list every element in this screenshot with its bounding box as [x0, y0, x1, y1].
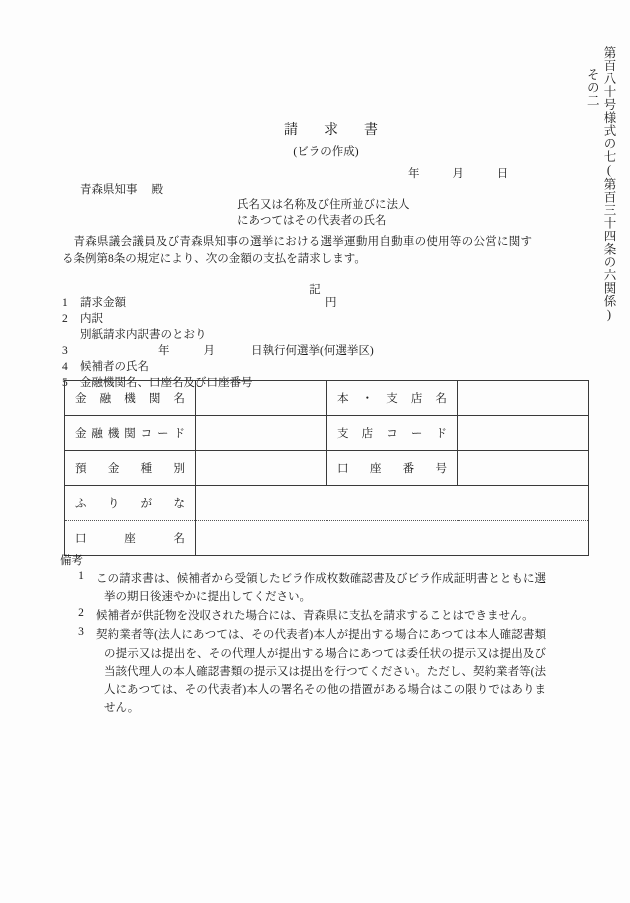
cell-label-deposit-type — [65, 451, 196, 486]
item-number: 5 — [62, 377, 68, 389]
cell-label-furigana — [65, 486, 196, 521]
note-text: 候補者が供託物を没収された場合には、青森県に支払を請求することはできません。 — [96, 610, 534, 623]
cell-value-branch-code[interactable] — [458, 416, 589, 451]
cell-label-bank-code — [65, 416, 196, 451]
note-number: 3 — [78, 626, 84, 639]
cell-value-furigana[interactable] — [196, 486, 589, 521]
bank-account-table — [64, 380, 589, 556]
item-subtext: 別紙請求内訳書のとおり — [80, 329, 207, 341]
cell-value-account-name[interactable] — [196, 521, 589, 556]
cell-label-bank-name — [65, 381, 196, 416]
cell-value-bank-code[interactable] — [196, 416, 327, 451]
election-date-rest: 日執行何選挙(何選挙区) — [251, 345, 374, 357]
cell-label-branch-name — [327, 381, 458, 416]
signer-block — [237, 197, 410, 230]
date-year-label: 年 — [408, 168, 421, 180]
date-month-label: 月 — [452, 168, 465, 180]
label-branch-code: 支 店 コ ー ド — [337, 428, 447, 440]
note-item — [60, 570, 546, 606]
item-number: 2 — [62, 313, 68, 325]
note-item — [60, 626, 546, 717]
notes-section — [60, 552, 546, 718]
document-title: 請求書 — [284, 123, 404, 138]
document-subtitle: (ビラの作成) — [293, 146, 359, 158]
label-account-name: 口 座 名 — [75, 533, 185, 545]
list-item — [62, 310, 532, 326]
cell-label-account-number — [327, 451, 458, 486]
item-label: 候補者の氏名 — [80, 361, 149, 373]
body-paragraph: 青森県議会議員及び青森県知事の選挙における選挙運動用自動車の使用等の公営に関する条例第8条の規定により、次の金額の支払を請求します。 — [62, 236, 532, 266]
note-text: この請求書は、候補者から受領したビラ作成枚数確認書及びビラ作成証明書とともに選挙の期日後速やかに提出してください。 — [96, 573, 546, 604]
numbered-items — [62, 294, 532, 390]
cell-value-account-number[interactable] — [458, 451, 589, 486]
label-bank-code: 金 融 機 関 コ ー ド — [75, 428, 185, 440]
table-row — [65, 486, 589, 521]
table-row — [65, 451, 589, 486]
label-deposit-type: 預 金 種 別 — [75, 463, 185, 475]
addressee — [80, 181, 163, 197]
election-month-label: 月 — [203, 345, 215, 357]
item-label — [80, 294, 532, 310]
form-number-label: 第百八十号様式の七(第百三十四条の六関係) — [602, 46, 616, 322]
table-row — [65, 381, 589, 416]
cell-value-bank-name[interactable] — [196, 381, 327, 416]
item-number: 1 — [62, 297, 68, 309]
date-day-label: 日 — [496, 168, 510, 180]
item-label-text: 請求金額 — [80, 297, 126, 309]
cell-label-branch-code — [327, 416, 458, 451]
item-number: 4 — [62, 361, 68, 373]
list-item — [62, 358, 532, 374]
label-account-number: 口 座 番 号 — [337, 463, 447, 475]
label-branch-name: 本 ・ 支 店 名 — [337, 393, 447, 405]
note-item — [60, 607, 546, 625]
item-label — [80, 342, 532, 358]
cell-value-branch-name[interactable] — [458, 381, 589, 416]
signer-line-2: にあつてはその代表者の氏名 — [237, 215, 387, 228]
label-bank-name: 金 融 機 関 名 — [75, 393, 185, 405]
election-year-label: 年 — [158, 345, 170, 357]
signer-line-1: 氏名又は名称及び住所並びに法人 — [237, 199, 410, 211]
ki-marker: 記 — [309, 284, 321, 296]
notes-label: 備考 — [60, 555, 83, 567]
item-label: 金融機関名、口座名及び口座番号 — [80, 377, 253, 389]
list-item — [62, 294, 532, 310]
addressee-name: 青森県知事 — [80, 184, 138, 196]
addressee-honorific: 殿 — [151, 184, 163, 196]
item-number: 3 — [62, 345, 68, 357]
date-line — [408, 165, 509, 181]
list-item — [62, 342, 532, 358]
cell-value-deposit-type[interactable] — [196, 451, 327, 486]
note-text: 契約業者等(法人にあつては、その代表者)本人が提出する場合にあつては本人確認書類の提示又は提出を、その代理人が提出する場合にあつては委任状の提示又は提出及び当該代理人の本人確認書類の提示又は提出を行つてください。ただし、契約業者等(法人にあつては、その代表者)本人の署名その他の措置がある場合はこの限りではありません。 — [96, 629, 546, 715]
item-label: 内訳 — [80, 313, 103, 325]
form-part-label: その二 — [585, 68, 600, 107]
cell-label-account-name — [65, 521, 196, 556]
table-row — [65, 521, 589, 556]
note-number: 1 — [78, 570, 84, 582]
label-furigana: ふ り が な — [75, 498, 185, 510]
item-unit: 円 — [325, 297, 337, 309]
note-number: 2 — [78, 607, 84, 620]
table-row — [65, 416, 589, 451]
